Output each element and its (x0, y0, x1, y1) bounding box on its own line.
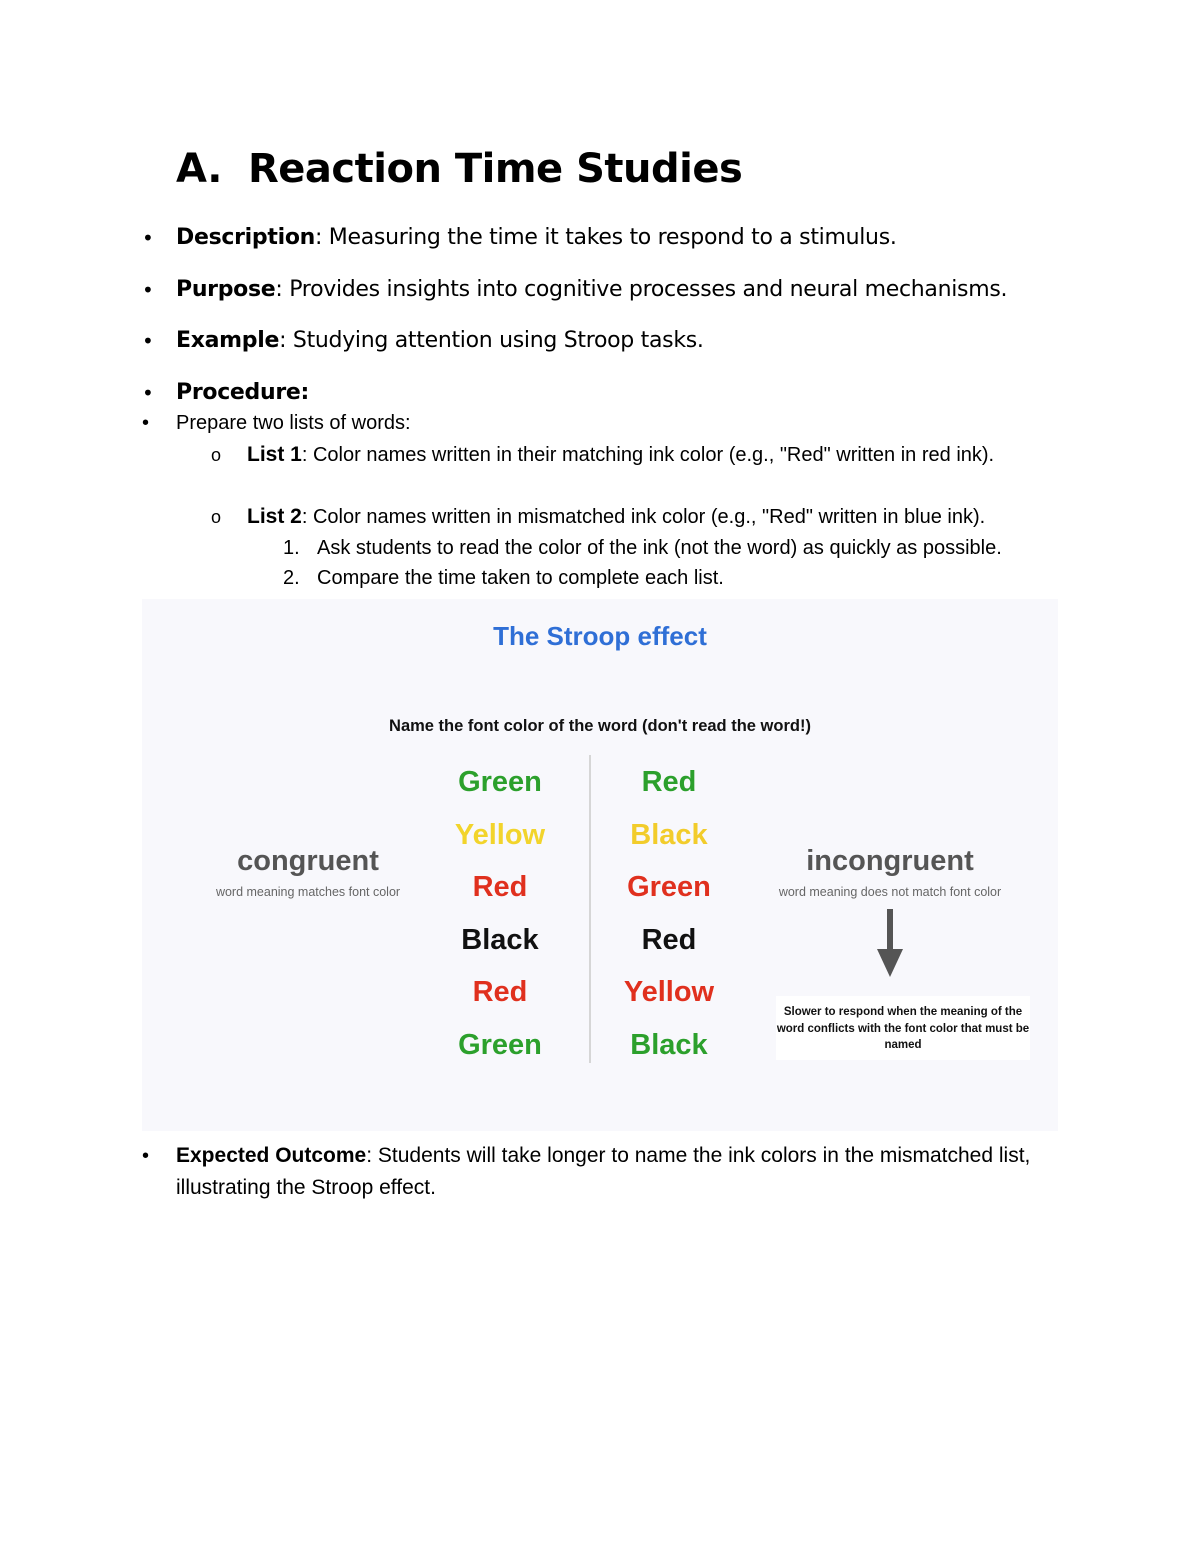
bullet-icon: • (142, 226, 154, 250)
section-letter: A. (176, 146, 222, 192)
congruent-sublabel: word meaning matches font color (215, 885, 401, 899)
incongruent-sublabel: word meaning does not match font color (778, 885, 1002, 899)
bullet-text: : Studying attention using Stroop tasks. (279, 328, 704, 353)
congruent-word-1: Green (458, 766, 542, 798)
bullet-prepare (142, 409, 411, 437)
bullet-icon: • (142, 1145, 150, 1167)
congruent-word-5: Red (472, 976, 528, 1008)
incongruent-word-4: Red (641, 923, 697, 956)
step-number: 1. (283, 537, 300, 559)
figure-title: The Stroop effect (493, 621, 707, 651)
incongruent-word-6: Black (630, 1028, 708, 1061)
incongruent-word-3: Green (627, 871, 711, 903)
step-text: Compare the time taken to complete each list. (317, 567, 724, 589)
list-text: : Color names written in mismatched ink color (e.g., "Red" written in blue ink). (301, 506, 986, 528)
incongruent-word-5: Yellow (623, 976, 715, 1008)
section-title: Reaction Time Studies (248, 146, 743, 192)
step-1 (283, 534, 1002, 562)
column-divider (589, 755, 591, 1063)
bullet-label: Expected Outcome (176, 1144, 367, 1167)
bullet-text: : Students will take longer to name the ink colors in the mismatched list, illustrating the Stroop effect. (176, 1144, 1031, 1199)
bullet-text: : Measuring the time it takes to respond to a stimulus. (315, 225, 897, 250)
incongruent-label: incongruent (806, 845, 974, 877)
list-item-1 (211, 440, 1057, 470)
bullet-icon: • (142, 381, 154, 405)
step-2 (283, 564, 724, 592)
figure-instruction: Name the font color of the word (don't read the word!) (389, 717, 811, 735)
down-arrow-icon (887, 909, 893, 951)
congruent-word-3: Red (472, 871, 528, 903)
list-item-2 (211, 502, 1057, 532)
bullet-example (142, 327, 704, 355)
section-heading (176, 146, 742, 192)
bullet-label: Procedure: (176, 380, 310, 405)
incongruent-word-2: Black (630, 818, 708, 851)
list-text: : Color names written in their matching ink color (e.g., "Red" written in red ink). (301, 444, 995, 466)
step-number: 2. (283, 567, 300, 589)
bullet-icon: • (142, 329, 154, 353)
bullet-outcome (142, 1140, 1056, 1204)
bullet-text: Prepare two lists of words: (176, 412, 411, 434)
bullet-icon: • (142, 278, 154, 302)
sub-bullet-icon: o (211, 445, 222, 465)
step-text: Ask students to read the color of the ink (not the word) as quickly as possible. (317, 537, 1002, 559)
bullet-label: Description (176, 225, 315, 250)
bullet-purpose (142, 276, 1008, 304)
bullet-description (142, 224, 897, 252)
sub-bullet-icon: o (211, 507, 222, 527)
bullet-icon: • (142, 412, 150, 434)
bullet-label: Example (176, 328, 280, 353)
bullet-text: : Provides insights into cognitive processes and neural mechanisms. (275, 277, 1008, 302)
bullet-label: Purpose (176, 277, 276, 302)
bullet-procedure (142, 379, 310, 407)
congruent-word-4: Black (461, 923, 539, 956)
congruent-label: congruent (237, 845, 379, 877)
list-label: List 2 (247, 505, 302, 528)
congruent-word-2: Yellow (454, 818, 546, 851)
congruent-word-6: Green (458, 1028, 542, 1061)
down-arrow-head-icon (877, 949, 903, 977)
stroop-figure (142, 599, 1058, 1131)
incongruent-word-1: Red (641, 766, 697, 798)
list-label: List 1 (247, 443, 302, 466)
slower-note: Slower to respond when the meaning of the word conflicts with the font color that must be named (776, 996, 1030, 1060)
